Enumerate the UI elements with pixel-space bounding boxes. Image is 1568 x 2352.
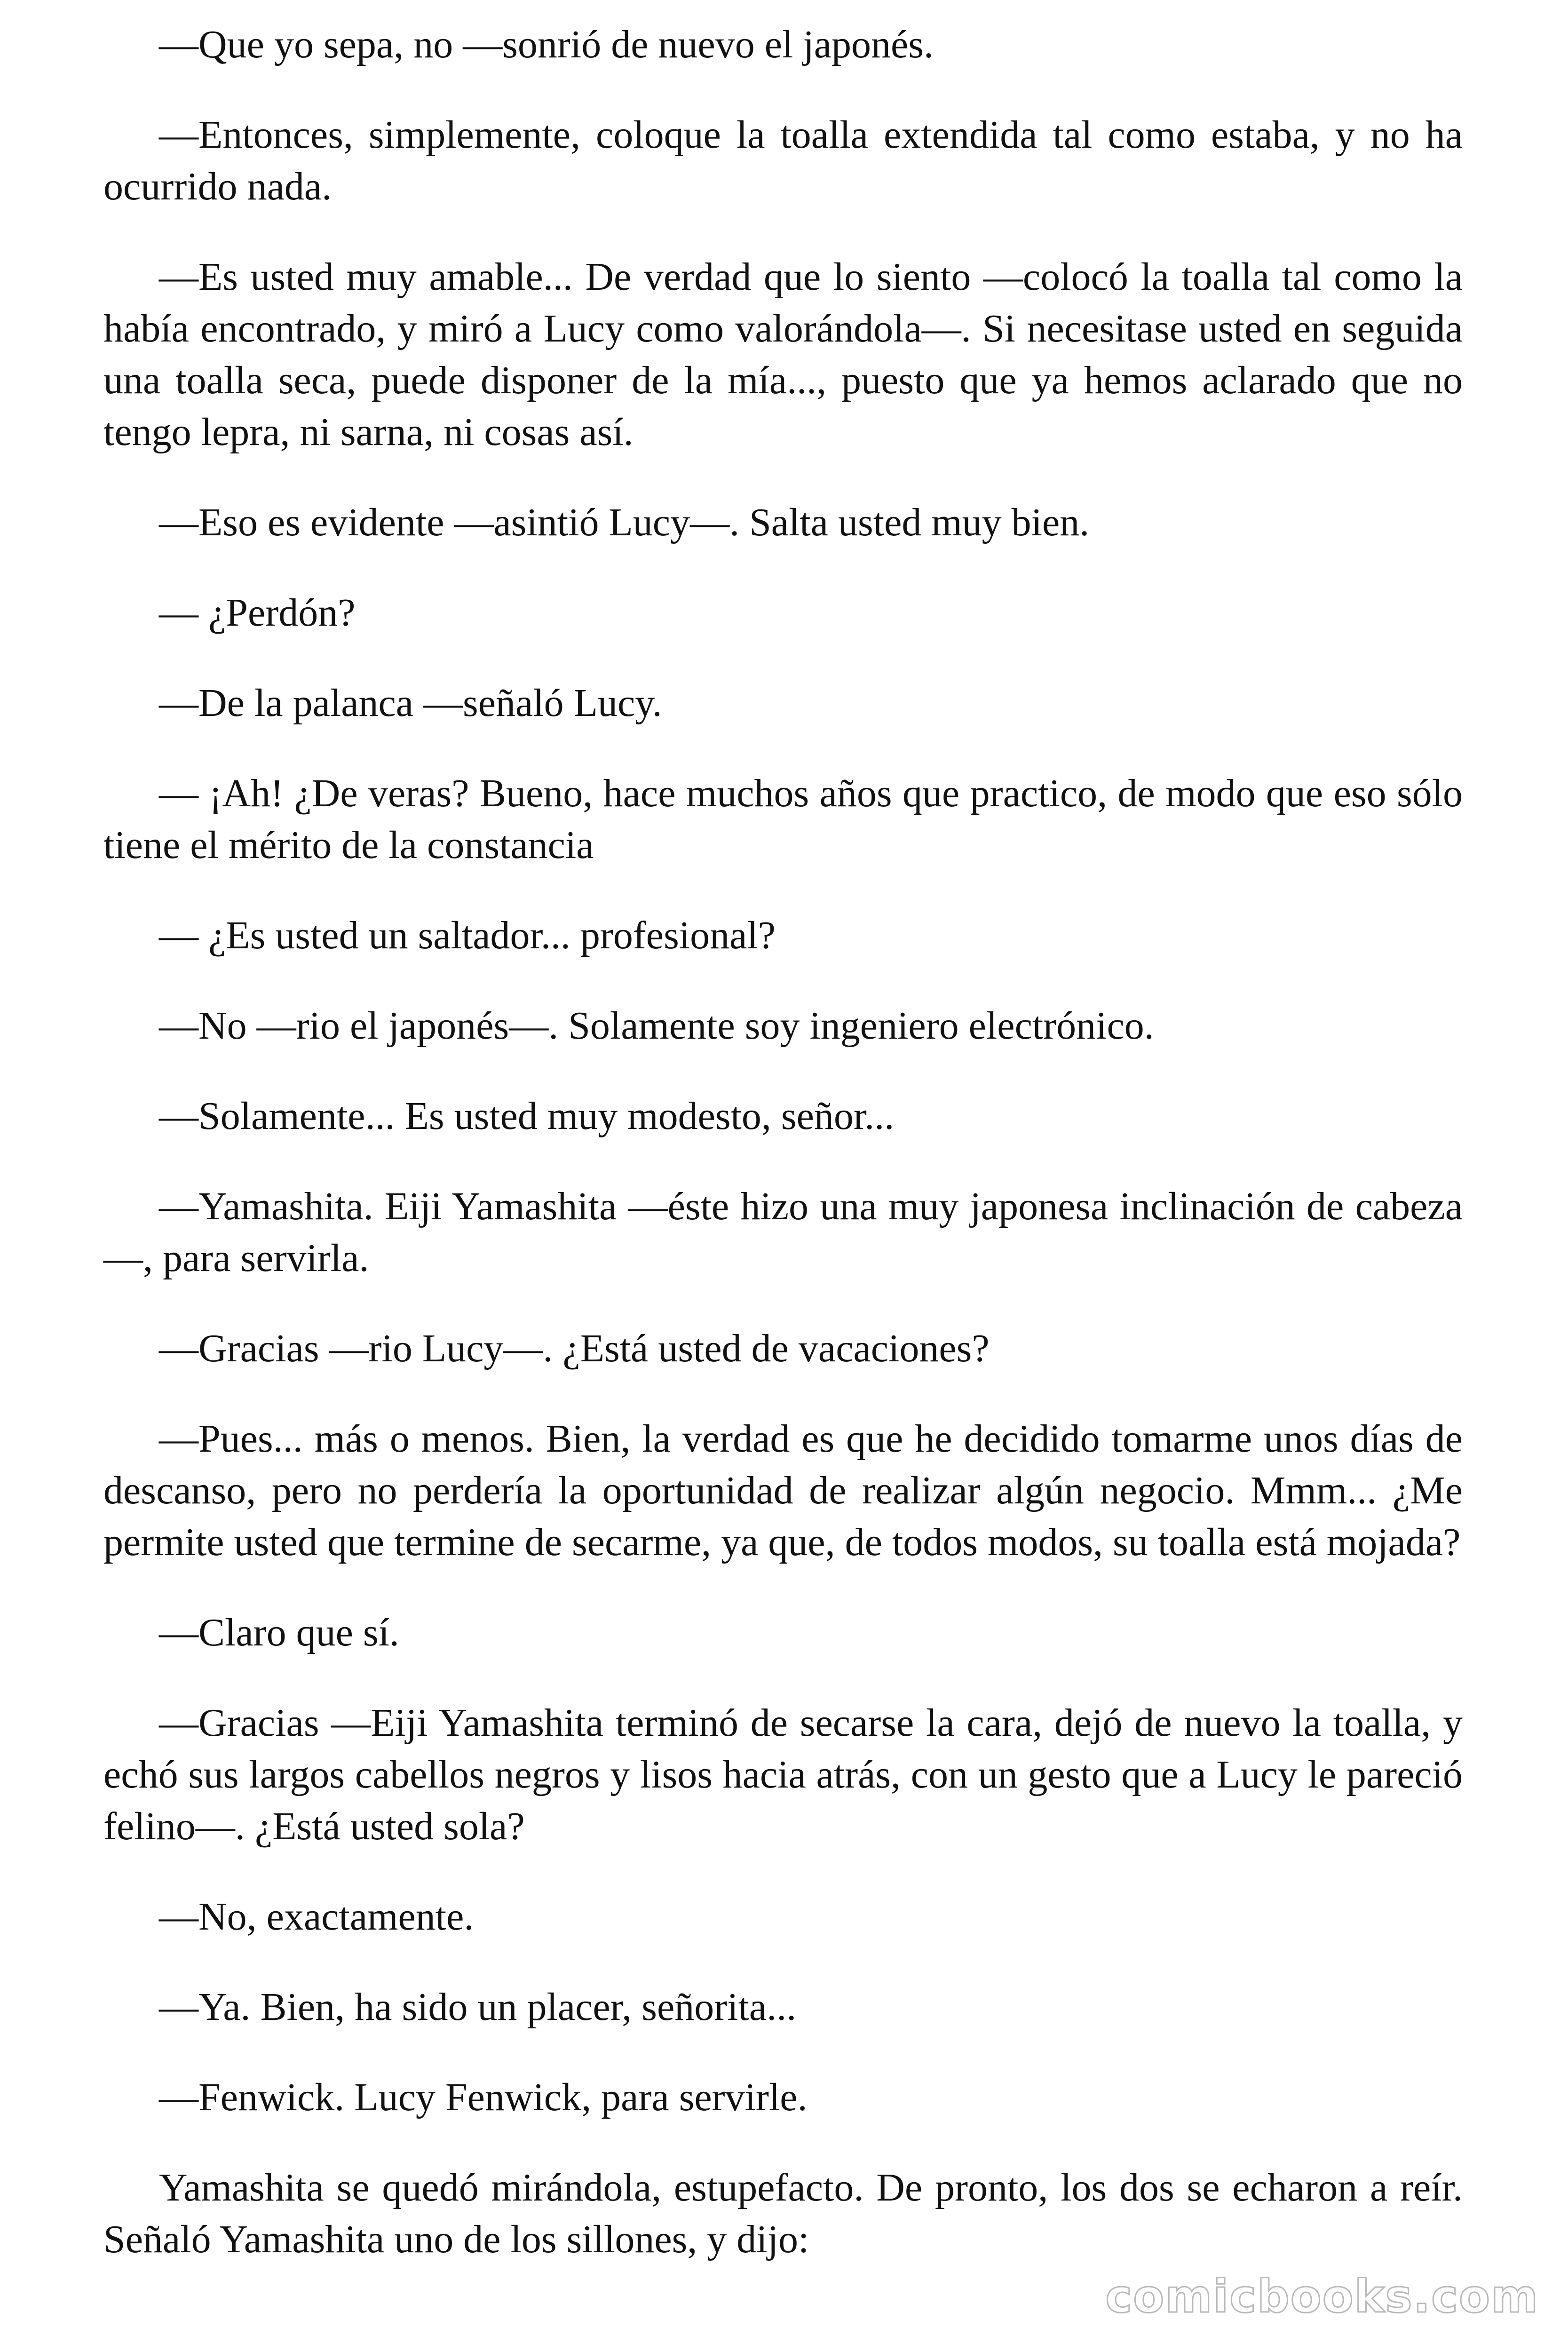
- paragraph: — ¿Perdón?: [159, 591, 356, 635]
- paragraph: —Eso es evidente —asintió Lucy—. Salta usted muy bien.: [159, 501, 1090, 544]
- paragraph: —Entonces, simplemente, coloque la toalla extendida tal como estaba, y no ha ocurrido nada.: [103, 113, 1463, 208]
- paragraph: —Gracias —Eiji Yamashita terminó de secarse la cara, dejó de nuevo la toalla, y echó sus largos cabellos negros y lisos hacia atrás, con un gesto que a Lucy le pareció felino—. ¿Está usted sola?: [103, 1701, 1463, 1848]
- paragraph: —Es usted muy amable... De verdad que lo siento —colocó la toalla tal como la había encontrado, y miró a Lucy como valorándola—. Si necesitase usted en seguida una toalla seca, puede disponer de la mía..., puesto que ya hemos aclarado que no tengo lepra, ni sarna, ni cosas así.: [103, 255, 1463, 454]
- paragraph: —Yamashita. Eiji Yamashita —éste hizo una muy japonesa inclinación de cabeza—, para servirla.: [103, 1184, 1463, 1280]
- paragraph: —Solamente... Es usted muy modesto, señor...: [159, 1094, 895, 1138]
- paragraph: —Que yo sepa, no —sonrió de nuevo el japonés.: [159, 23, 934, 66]
- paragraph: —Claro que sí.: [159, 1611, 399, 1654]
- paragraph: Yamashita se quedó mirándola, estupefacto. De pronto, los dos se echaron a reír. Señaló Yamashita uno de los sillones, y dijo:: [103, 2166, 1463, 2261]
- watermark-logo: comicbooks.com: [1105, 2270, 1539, 2323]
- paragraph: —Ya. Bien, ha sido un placer, señorita...: [159, 1985, 797, 2029]
- paragraph: —No —rio el japonés—. Solamente soy ingeniero electrónico.: [159, 1004, 1154, 1048]
- paragraph: — ¿Es usted un saltador... profesional?: [159, 914, 776, 957]
- book-page-text: [103, 19, 1463, 2265]
- paragraph: —Gracias —rio Lucy—. ¿Está usted de vacaciones?: [159, 1327, 990, 1370]
- paragraph: —Pues... más o menos. Bien, la verdad es que he decidido tomarme unos días de descanso, pero no perdería la oportunidad de realizar algún negocio. Mmm... ¿Me permite usted que termine de secarme, ya que, de todos modos, su toalla está mojada?: [103, 1417, 1463, 1564]
- paragraph: —Fenwick. Lucy Fenwick, para servirle.: [159, 2075, 808, 2119]
- paragraph: —De la palanca —señaló Lucy.: [159, 681, 662, 725]
- paragraph: — ¡Ah! ¿De veras? Bueno, hace muchos años que practico, de modo que eso sólo tiene el mérito de la constancia: [103, 771, 1463, 867]
- paragraph: —No, exactamente.: [159, 1895, 474, 1939]
